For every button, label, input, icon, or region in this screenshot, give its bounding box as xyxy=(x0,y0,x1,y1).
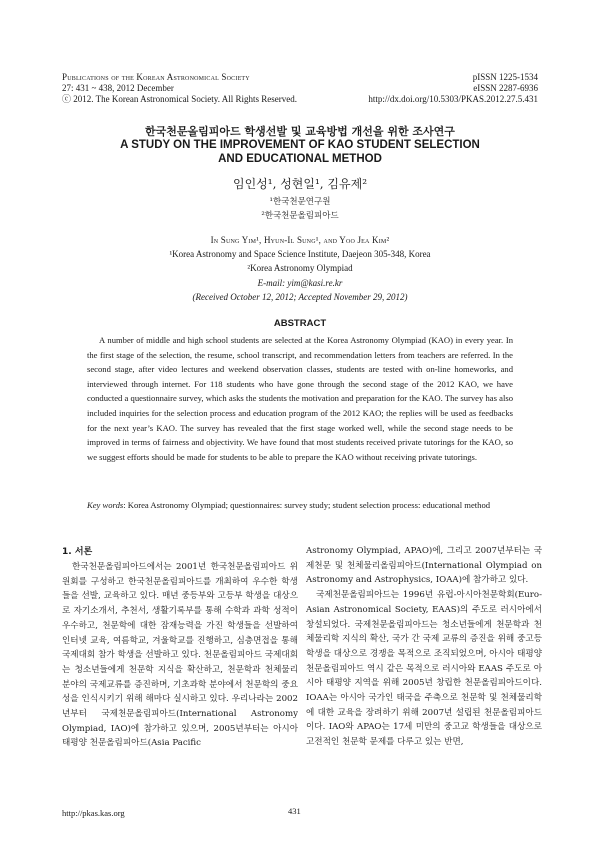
affiliation-korean-2: ²한국천문올림피아드 xyxy=(261,211,339,221)
doi-link[interactable]: http://dx.doi.org/10.5303/PKAS.2012.27.5.431 xyxy=(368,94,538,104)
title-english-line2: AND EDUCATIONAL METHOD xyxy=(218,153,382,165)
affiliation-korean-1: ¹한국천문연구원 xyxy=(269,197,331,207)
keywords xyxy=(87,498,513,513)
right-column xyxy=(306,544,542,750)
email[interactable]: E-mail: yim@kasi.re.kr xyxy=(257,278,343,288)
affiliation-english-1: ¹Korea Astronomy and Space Science Institute, Daejeon 305-348, Korea xyxy=(169,249,431,259)
affiliation-english-2: ²Korea Astronomy Olympiad xyxy=(247,263,353,273)
received-dates: (Received October 12, 2012; Accepted November 29, 2012) xyxy=(192,292,408,302)
footer-url[interactable]: http://pkas.kas.org xyxy=(62,808,125,818)
volume-info: 27: 431 ~ 438, 2012 December xyxy=(62,83,174,93)
page-number: 431 xyxy=(288,806,301,816)
eissn: eISSN 2287-6936 xyxy=(473,83,538,93)
copyright: ⓒ 2012. The Korean Astronomical Society. All Rights Reserved. xyxy=(62,94,297,104)
intro-paragraph-cont: Astronomy Olympiad, APAO)에, 그리고 2007년부터는 국제천문 및 천체물리올림피아드(International Olympiad on Astronomy and Astrophysics, IOAA)에 참가하고 있다. xyxy=(306,546,542,586)
abstract-body xyxy=(87,333,513,464)
abstract-heading: ABSTRACT xyxy=(273,318,327,329)
title-english-line1: A STUDY ON THE IMPROVEMENT OF KAO STUDENT SELECTION xyxy=(120,139,480,151)
keywords-label: Key words xyxy=(87,500,124,510)
title-korean: 한국천문올림피아드 학생선발 및 교육방법 개선을 위한 조사연구 xyxy=(145,125,455,138)
journal-name: Publications of the Korean Astronomical Society xyxy=(62,72,250,82)
iao-paragraph: 국제천문올림피아드는 1996년 유럽-아시아천문학회(Euro-Asian Astronomical Society, EAAS)의 주도로 러시아에서 창설되었다. 국제천문올림피아드는 청소년들에게 천문학과 천체물리학 지식의 확산, 국가 간 국제 교류의 증진을 위해 중고등학생을 대상으로 경쟁을 목적으로 조직되었으며, 아시아 태평양 천문올림피아드 역시 같은 목적으로 러시아와 EAAS 주도로 아시아 태평양 지역을 위해 2005년 창립한 천문올림피아드이다. IOAA는 아시아 국가인 태국을 주축으로 천문학 및 천체물리학에 대한 교육을 장려하기 위해 2007년 설립된 천문올림피아드이다. IAO와 APAO는 17세 미만의 중고교 학생들을 대상으로 고전적인 천문학 문제를 다루고 있는 반면, xyxy=(306,590,542,748)
section-heading: 1. 서론 xyxy=(62,547,93,557)
left-column xyxy=(62,560,298,751)
intro-paragraph: 한국천문올림피아드에서는 2001년 한국천문올림피아드 위원회를 구성하고 한국천문올림피아드를 개최하여 우수한 학생들을 선발, 교육하고 있다. 매년 중등부와 고등부 학생을 대상으로 자기소개서, 추천서, 생활기록부를 통해 수학과 과학 성적이 우수하고, 천문학에 대한 잠재능력을 가진 학생들을 선발하여 인터넷 교육, 여름학교, 겨울학교를 진행하고, 심층면접을 통해 국제대회 참가 학생을 선발하고 있다. 천문올림피아드 국제대회는 청소년들에게 천문학 지식을 확산하고, 천문학과 천체물리 분야의 국제교류를 증진하며, 기초과학 분야에서 천문학의 중요성을 인식시키기 위해 해마다 실시하고 있다. 우리나라는 2002년부터 국제천문올림피아드(International Astronomy Olympiad, IAO)에 참가하고 있으며, 2005년부터는 아시아 태평양 천문올림피아드(Asia Pacific xyxy=(62,562,298,749)
abstract-text: A number of middle and high school students are selected at the Korea Astronomy Olympiad (KAO) in every year. In the first stage of the selection, the resume, school transcript, and recommendation letters from teachers are referred. In the second stage, after video lectures and weekend observation classes, students are tested with on-line homeworks, and interviewed through internet. For 118 students who have gone through the second stage of the 2012 KAO, we have conducted a questionnaire survey, which asks the students the motivation and preparation for the KAO. The survey has also included inquiries for the selection process and education program of the 2012 KAO; the replies will be used as feedbacks for the next year’s KAO. The survey has revealed that the first stage worked well, while the second stage needs to be improved in terms of fairness and objectivity. We have found that most students received private tutorings for the KAO, so we suggest efforts should be made for students to be able to prepare the KAO without receiving private tutorings. xyxy=(87,335,513,462)
authors-korean: 임인성¹, 성현일¹, 김유제² xyxy=(232,177,368,191)
pissn: pISSN 1225-1534 xyxy=(472,72,538,82)
authors-english: In Sung Yim¹, Hyun-Il Sung¹, and Yoo Jea Kim² xyxy=(210,235,390,245)
keywords-text: : Korea Astronomy Olympiad; questionnaires: survey study; student selection process: educational method xyxy=(123,500,491,510)
